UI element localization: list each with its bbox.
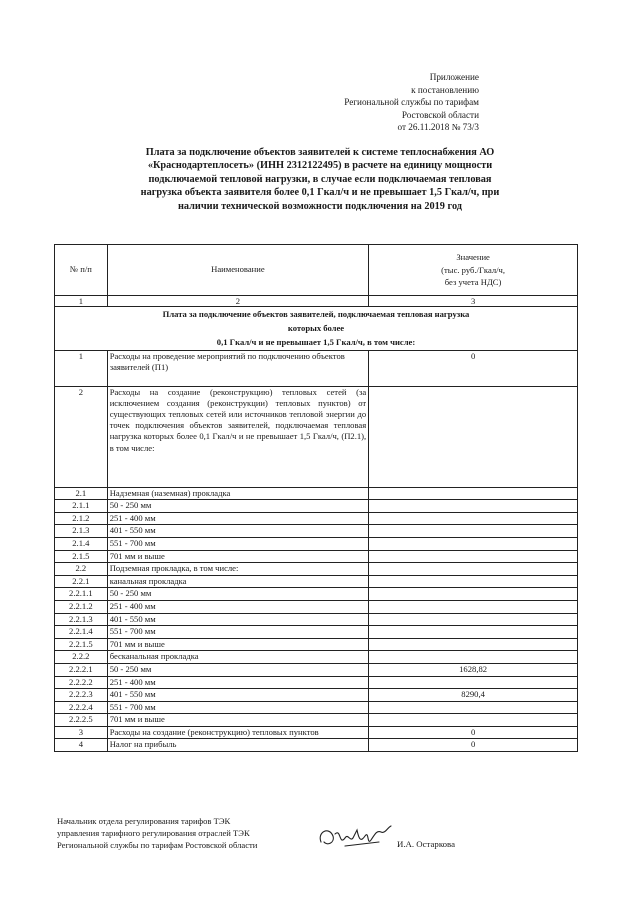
table-row — [55, 626, 578, 639]
row-num: 2.2.2.3 — [55, 689, 108, 702]
row-num: 2.2.1 — [55, 575, 108, 588]
row-value — [369, 386, 578, 487]
appendix-line: Региональной службы по тарифам — [344, 97, 479, 108]
row-value — [369, 701, 578, 714]
row-value: 1628,82 — [369, 663, 578, 676]
appendix-line: Приложение — [429, 72, 479, 82]
document-title — [62, 146, 578, 213]
row-value — [369, 512, 578, 525]
column-number: 2 — [107, 296, 369, 307]
row-name: 251 - 400 мм — [107, 512, 369, 525]
title-line: подключаемой тепловой нагрузки, в случае если подключаемая тепловая — [148, 173, 492, 185]
row-name: Надземная (наземная) прокладка — [107, 487, 369, 500]
row-value — [369, 563, 578, 576]
row-name: 50 - 250 мм — [107, 663, 369, 676]
title-line: «Краснодартеплосеть» (ИНН 2312122495) в расчете на единицу мощности — [147, 160, 493, 172]
table-row — [55, 550, 578, 563]
row-num: 2.2.1.3 — [55, 613, 108, 626]
row-value: 0 — [369, 739, 578, 752]
header-num: № п/п — [55, 245, 108, 296]
row-name: 401 - 550 мм — [107, 525, 369, 538]
row-name: канальная прокладка — [107, 575, 369, 588]
appendix-line: от 26.11.2018 № 73/3 — [397, 122, 479, 133]
header-value-line: Значение — [456, 252, 490, 263]
row-name: 701 мм и выше — [107, 714, 369, 727]
row-num: 3 — [55, 726, 108, 739]
row-value — [369, 525, 578, 538]
row-name: 50 - 250 мм — [107, 588, 369, 601]
row-name: 701 мм и выше — [107, 638, 369, 651]
row-num: 2.2.1.1 — [55, 588, 108, 601]
table-header-row — [55, 245, 578, 296]
table-row — [55, 613, 578, 626]
row-name: 701 мм и выше — [107, 550, 369, 563]
table-row — [55, 563, 578, 576]
row-num: 2.2 — [55, 563, 108, 576]
row-num: 2.1.5 — [55, 550, 108, 563]
table-row — [55, 663, 578, 676]
row-num: 2 — [55, 386, 108, 487]
column-number-row — [55, 296, 578, 307]
row-num: 4 — [55, 739, 108, 752]
row-num: 2.1.3 — [55, 525, 108, 538]
row-value — [369, 714, 578, 727]
row-num: 2.2.2.2 — [55, 676, 108, 689]
table-row — [55, 638, 578, 651]
row-value — [369, 676, 578, 689]
row-value — [369, 575, 578, 588]
row-num: 2.1.4 — [55, 537, 108, 550]
table-row — [55, 676, 578, 689]
table-row — [55, 512, 578, 525]
row-value — [369, 588, 578, 601]
row-name: бесканальная прокладка — [107, 651, 369, 664]
table-row — [55, 701, 578, 714]
row-num: 2.1.2 — [55, 512, 108, 525]
row-value — [369, 537, 578, 550]
row-name: 251 - 400 мм — [107, 600, 369, 613]
row-value — [369, 487, 578, 500]
row-name: 401 - 550 мм — [107, 689, 369, 702]
table-row — [55, 575, 578, 588]
row-name: Подземная прокладка, в том числе: — [107, 563, 369, 576]
row-name: 551 - 700 мм — [107, 701, 369, 714]
section-line: которых более — [287, 323, 345, 334]
column-number: 3 — [369, 296, 578, 307]
handwritten-signature — [315, 816, 395, 856]
footer-line: Начальник отдела регулирования тарифов ТЭК — [57, 816, 231, 826]
row-num: 2.2.2.4 — [55, 701, 108, 714]
tariff-table — [54, 244, 578, 752]
column-number: 1 — [55, 296, 108, 307]
row-value: 0 — [369, 350, 578, 386]
row-num: 2.2.1.2 — [55, 600, 108, 613]
row-value — [369, 550, 578, 563]
row-num: 2.2.2 — [55, 651, 108, 664]
appendix-block — [344, 71, 479, 134]
section-line: 0,1 Гкал/ч и не превышает 1,5 Гкал/ч, в том числе: — [216, 337, 416, 348]
footer-signature-block — [57, 815, 257, 851]
row-value: 8290,4 — [369, 689, 578, 702]
section-line: Плата за подключение объектов заявителей, подключаемая тепловая нагрузка — [162, 309, 470, 319]
row-num: 2.1 — [55, 487, 108, 500]
table-row — [55, 537, 578, 550]
row-num: 2.2.1.5 — [55, 638, 108, 651]
section-row — [55, 307, 578, 351]
row-value — [369, 626, 578, 639]
row-value — [369, 600, 578, 613]
header-value — [369, 245, 578, 296]
row-num: 2.2.2.5 — [55, 714, 108, 727]
row-name: 50 - 250 мм — [107, 500, 369, 513]
footer-line: управления тарифного регулирования отраслей ТЭК — [57, 828, 250, 838]
table-row — [55, 600, 578, 613]
table-row — [55, 500, 578, 513]
row-num: 1 — [55, 350, 108, 386]
row-value — [369, 651, 578, 664]
row-value — [369, 638, 578, 651]
title-line: наличии технической возможности подключения на 2019 год — [177, 200, 463, 212]
row-name: 551 - 700 мм — [107, 626, 369, 639]
table-row — [55, 487, 578, 500]
row-value: 0 — [369, 726, 578, 739]
row-name: Расходы на создание (реконструкцию) тепловых пунктов — [107, 726, 369, 739]
row-value — [369, 613, 578, 626]
appendix-line: к постановлению — [411, 84, 479, 95]
header-value-line: без учета НДС) — [444, 277, 502, 288]
header-name: Наименование — [107, 245, 369, 296]
section-heading — [55, 307, 578, 351]
row-num: 2.2.1.4 — [55, 626, 108, 639]
signer-name: И.А. Остаркова — [397, 839, 455, 849]
appendix-line: Ростовской области — [401, 109, 479, 120]
title-line: Плата за подключение объектов заявителей к системе теплоснабжения АО — [145, 147, 495, 158]
table-row — [55, 726, 578, 739]
row-num: 2.1.1 — [55, 500, 108, 513]
table-row — [55, 714, 578, 727]
row-name: Налог на прибыль — [107, 739, 369, 752]
row-value — [369, 500, 578, 513]
title-line: нагрузка объекта заявителя более 0,1 Гкал/ч и не превышает 1,5 Гкал/ч, при — [140, 187, 500, 199]
table-row — [55, 350, 578, 386]
row-name: 551 - 700 мм — [107, 537, 369, 550]
footer-line: Региональной службы по тарифам Ростовской области — [57, 840, 258, 850]
table-row — [55, 689, 578, 702]
row-name: 251 - 400 мм — [107, 676, 369, 689]
table-row — [55, 739, 578, 752]
row-num: 2.2.2.1 — [55, 663, 108, 676]
table-row — [55, 525, 578, 538]
table-row — [55, 651, 578, 664]
header-value-line: (тыс. руб./Гкал/ч, — [441, 264, 505, 275]
row-name: 401 - 550 мм — [107, 613, 369, 626]
row-name: Расходы на создание (реконструкцию) тепловых сетей (за исключением создания (реконструкции) тепловых пунктов) от существующих тепловых сетей или источников тепловой энергии до точек подключения объектов заявителей, подключаемая тепловая нагрузка которых более 0,1 Гкал/ч и не превышает 1,5 Гкал/ч, (П2.1), в том числе: — [107, 386, 369, 487]
table-row — [55, 588, 578, 601]
row-name: Расходы на проведение мероприятий по подключению объектов заявителей (П1) — [107, 350, 369, 386]
table-row — [55, 386, 578, 487]
